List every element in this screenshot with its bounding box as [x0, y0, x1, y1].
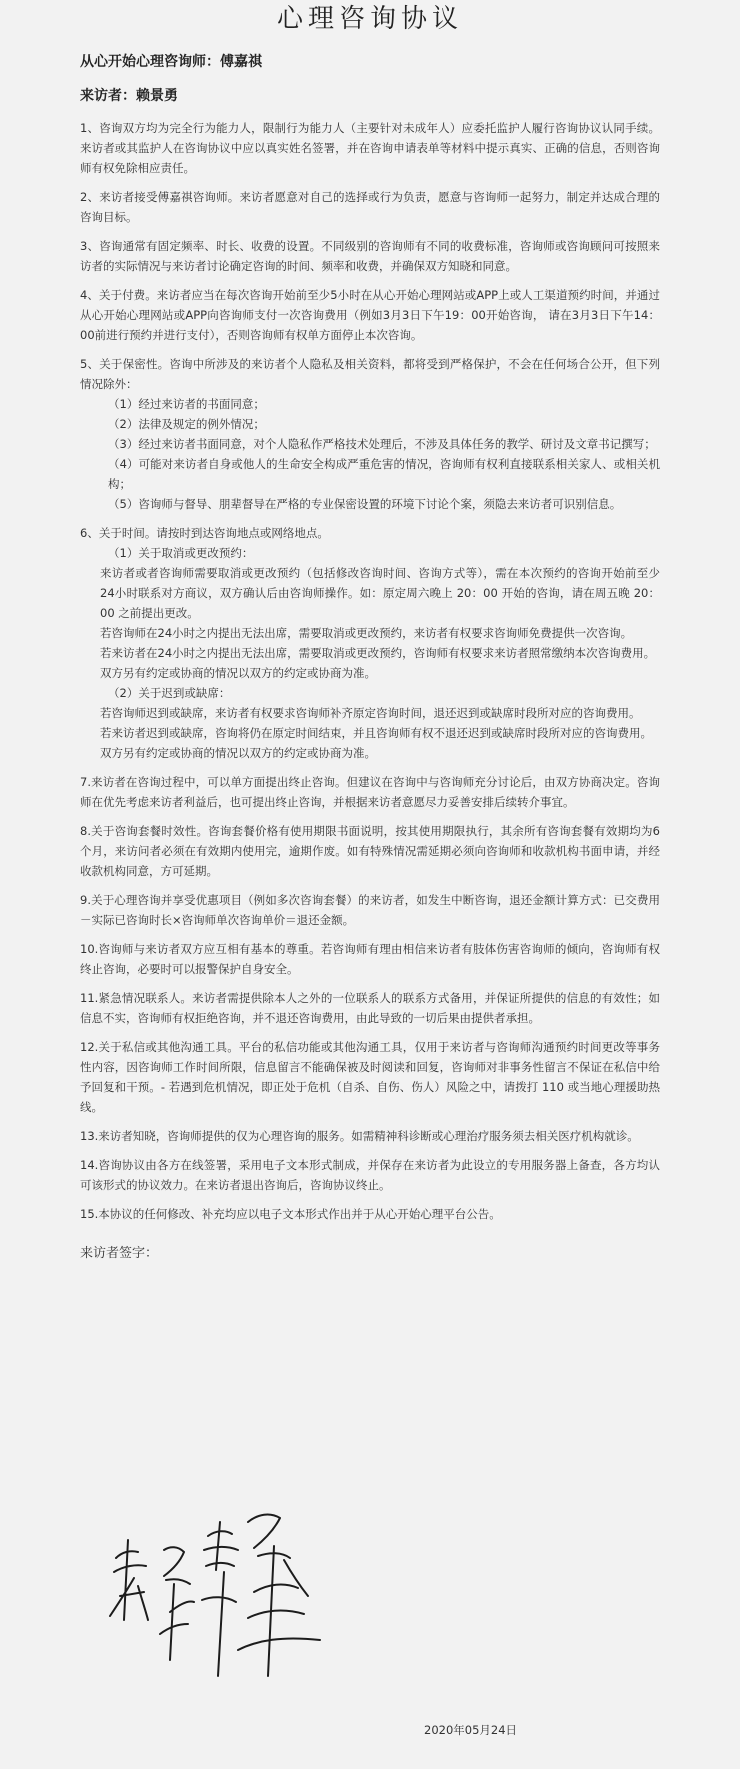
clause-11	[80, 988, 660, 1028]
clause-item: （2）法律及规定的例外情况；	[108, 417, 265, 431]
clause-7	[80, 772, 660, 812]
clause-8	[80, 821, 660, 881]
clause-9	[80, 890, 660, 930]
clause-3	[80, 236, 660, 276]
clause-paragraph: 若来访者迟到或缺席，咨询将仍在原定时间结束，并且咨询师有权不退还迟到或缺席时段所对应的咨询费用。	[100, 726, 652, 740]
clause-paragraph: 双方另有约定或协商的情况以双方的约定或协商为准。	[100, 666, 376, 680]
clause-subheading: （2）关于迟到或缺席：	[108, 686, 231, 700]
clause-text: 9.关于心理咨询并享受优惠项目（例如多次咨询套餐）的来访者，如发生中断咨询，退还金额计算方式：已交费用－实际已咨询时长×咨询师单次咨询单价＝退还金额。	[80, 893, 660, 927]
clause-text: 2、来访者接受傅嘉祺咨询师。来访者愿意对自己的选择或行为负责，愿意与咨询师一起努力，制定并达成合理的咨询目标。	[80, 190, 660, 224]
clause-text: 7.来访者在咨询过程中，可以单方面提出终止咨询。但建议在咨询中与咨询师充分讨论后，由双方协商决定。咨询师在优先考虑来访者利益后，也可提出终止咨询，并根据来访者意愿尽力妥善安排后续转介事宜。	[80, 775, 660, 809]
clause-text: 12.关于私信或其他沟通工具。平台的私信功能或其他沟通工具，仅用于来访者与咨询师沟通预约时间更改等事务性内容，因咨询师工作时间所限，信息留言不能确保被及时阅读和回复，咨询师对非事务性留言不保证在私信中给予回复和干预。- 若遇到危机情况，即正处于危机（自杀、自伤、伤人）风险之中，请拨打 110 或当地心理援助热线。	[80, 1040, 660, 1114]
counselor-line: 从心开始心理咨询师：傅嘉祺	[80, 54, 262, 70]
clause-13	[80, 1126, 660, 1146]
clause-5	[80, 354, 660, 514]
clause-item: （1）经过来访者的书面同意；	[108, 397, 265, 411]
clause-text: 5、关于保密性。咨询中所涉及的来访者个人隐私及相关资料，都将受到严格保护，不会在任何场合公开，但下列情况除外：	[80, 357, 660, 391]
clause-paragraph: 若咨询师迟到或缺席，来访者有权要求咨询师补齐原定咨询时间，退还迟到或缺席时段所对应的咨询费用。	[100, 706, 641, 720]
clause-text: 8.关于咨询套餐时效性。咨询套餐价格有使用期限书面说明，按其使用期限执行，其余所有咨询套餐有效期均为6个月，来访问者必须在有效期内使用完，逾期作废。如有特殊情况需延期必须向咨询师和收款机构书面申请，并经收款机构同意，方可延期。	[80, 824, 660, 878]
clause-text: 6、关于时间。请按时到达咨询地点或网络地点。	[80, 526, 329, 540]
clause-paragraph: 来访者或者咨询师需要取消或更改预约（包括修改咨询时间、咨询方式等），需在本次预约的咨询开始前至少24小时联系对方商议，双方确认后由咨询师操作。如：原定周六晚上 20：00 开始的咨询，请在周五晚 20：00 之前提出更改。	[100, 566, 660, 620]
clause-text: 14.咨询协议由各方在线签署，采用电子文本形式制成，并保存在来访者为此设立的专用服务器上备查，各方均认可该形式的协议效力。在来访者退出咨询后，咨询协议终止。	[80, 1158, 660, 1192]
clause-text: 11.紧急情况联系人。来访者需提供除本人之外的一位联系人的联系方式备用，并保证所提供的信息的有效性；如信息不实，咨询师有权拒绝咨询，并不退还咨询费用，由此导致的一切后果由提供者承担。	[80, 991, 660, 1025]
clause-1	[80, 118, 660, 178]
clause-4	[80, 285, 660, 345]
clause-paragraph: 双方另有约定或协商的情况以双方的约定或协商为准。	[100, 746, 376, 760]
clause-text: 15.本协议的任何修改、补充均应以电子文本形式作出并于从心开始心理平台公告。	[80, 1207, 501, 1221]
handwritten-signature	[108, 1500, 328, 1680]
clause-14	[80, 1155, 660, 1195]
clauses-list	[80, 118, 660, 1224]
clause-text: 13.来访者知晓，咨询师提供的仅为心理咨询的服务。如需精神科诊断或心理治疗服务须去相关医疗机构就诊。	[80, 1129, 639, 1143]
signature-date: 2020年05月24日	[424, 1723, 518, 1737]
clause-text: 3、咨询通常有固定频率、时长、收费的设置。不同级别的咨询师有不同的收费标准，咨询师或咨询顾问可按照来访者的实际情况与来访者讨论确定咨询的时间、频率和收费，并确保双方知晓和同意。	[80, 239, 660, 273]
document-title: 心理咨询协议	[276, 4, 463, 34]
signature-label: 来访者签字：	[80, 1246, 159, 1261]
clause-paragraph: 若来访者在24小时之内提出无法出席，需要取消或更改预约，咨询师有权要求来访者照常缴纳本次咨询费用。	[100, 646, 656, 660]
clause-12	[80, 1037, 660, 1117]
clause-item: （3）经过来访者书面同意，对个人隐私作严格技术处理后，不涉及具体任务的教学、研讨及文章书记撰写；	[108, 437, 656, 451]
clause-item: （4）可能对来访者自身或他人的生命安全构成严重危害的情况，咨询师有权利直接联系相关家人、或相关机构；	[108, 457, 660, 491]
clause-text: 4、关于付费。来访者应当在每次咨询开始前至少5小时在从心开始心理网站或APP上或人工渠道预约时间，并通过从心开始心理网站或APP向咨询师支付一次咨询费用（例如3月3日下午19：00开始咨询， 请在3月3日下午14：00前进行预约并进行支付），否则咨询师有权单方面停止本次咨询。	[80, 288, 660, 342]
clause-15	[80, 1204, 660, 1224]
clause-subheading: （1）关于取消或更改预约：	[108, 546, 254, 560]
clause-6	[80, 523, 660, 763]
clause-10	[80, 939, 660, 979]
clause-2	[80, 187, 660, 227]
clause-item: （5）咨询师与督导、朋辈督导在严格的专业保密设置的环境下讨论个案，须隐去来访者可识别信息。	[108, 497, 622, 511]
visitor-line: 来访者：赖景勇	[80, 88, 178, 104]
clause-paragraph: 若咨询师在24小时之内提出无法出席，需要取消或更改预约，来访者有权要求咨询师免费提供一次咨询。	[100, 626, 633, 640]
clause-text: 10.咨询师与来访者双方应互相有基本的尊重。若咨询师有理由相信来访者有肢体伤害咨询师的倾向，咨询师有权终止咨询，必要时可以报警保护自身安全。	[80, 942, 660, 976]
clause-text: 1、咨询双方均为完全行为能力人，限制行为能力人（主要针对未成年人）应委托监护人履行咨询协议认同手续。来访者或其监护人在咨询协议中应以真实姓名签署，并在咨询申请表单等材料中提示真实、正确的信息，否则咨询师有权免除相应责任。	[80, 121, 660, 175]
